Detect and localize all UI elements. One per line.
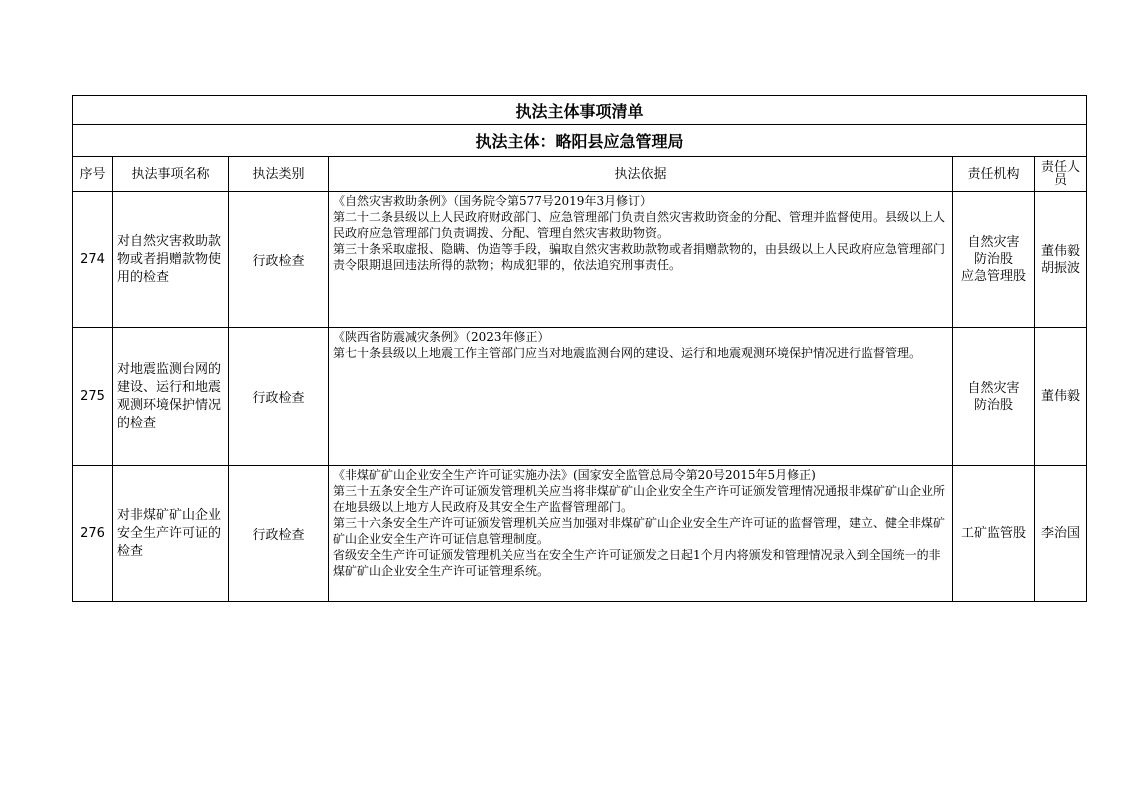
enforcement-items-table [72,95,1087,602]
header-person [1035,157,1087,192]
table-subtitle: 执法主体：略阳县应急管理局 [73,125,1087,157]
table-row [73,466,1087,602]
item-type: 行政检查 [229,192,329,328]
item-basis [329,328,953,466]
item-name: 对自然灾害救助款物或者捐赠款物使用的检查 [113,192,229,328]
header-num: 序号 [73,157,113,192]
responsible-person [1035,328,1087,466]
basis-line: 第七十条县级以上地震工作主管部门应当对地震监测台网的建设、运行和地震观测环境保护情况进行监督管理。 [333,346,922,360]
row-number: 276 [73,466,113,602]
responsible-org [953,328,1035,466]
org-line: 自然灾害 [967,235,1020,250]
org-line: 自然灾害 [967,380,1020,396]
basis-line: 第三十条采取虚报、隐瞒、伪造等手段，骗取自然灾害救助款物或者捐赠款物的，由县级以上人民政府应急管理部门责令限期退回违法所得的款物；构成犯罪的，依法追究刑事责任。 [333,242,946,272]
table-row [73,328,1087,466]
header-basis: 执法依据 [329,157,953,192]
org-line: 防治股 [973,252,1013,267]
basis-line: 第三十五条安全生产许可证颁发管理机关应当将非煤矿矿山企业安全生产许可证颁发管理情况通报非煤矿矿山企业所在地县级以上地方人民政府及其安全生产监督管理部门。 [333,484,946,514]
item-name: 对非煤矿矿山企业安全生产许可证的检查 [113,466,229,602]
responsible-org [953,466,1035,602]
responsible-org [953,192,1035,328]
org-line: 工矿监管股 [960,526,1026,541]
header-name: 执法事项名称 [113,157,229,192]
org-line: 应急管理股 [960,269,1026,284]
table-title: 执法主体事项清单 [73,96,1087,125]
responsible-person [1035,466,1087,602]
basis-line: 第二十二条县级以上人民政府财政部门、应急管理部门负责自然灾害救助资金的分配、管理并监督使用。县级以上人民政府应急管理部门负责调拨、分配、管理自然灾害救助物资。 [333,210,946,240]
basis-line: 《非煤矿矿山企业安全生产许可证实施办法》(国家安全监管总局令第20号2015年5月修正) [333,468,816,482]
row-number: 275 [73,328,113,466]
person-name: 胡振波 [1041,260,1081,276]
item-type: 行政检查 [229,328,329,466]
header-person-line2: 员 [1054,173,1068,188]
person-name: 李治国 [1041,526,1081,541]
person-name: 董伟毅 [1041,243,1081,259]
basis-line: 省级安全生产许可证颁发管理机关应当在安全生产许可证颁发之日起1个月内将颁发和管理情况录入到全国统一的非煤矿矿山企业安全生产许可证管理系统。 [333,548,941,578]
header-org: 责任机构 [953,157,1035,192]
basis-line: 《陕西省防震减灾条例》（2023年修正） [333,330,550,344]
table-row [73,192,1087,328]
basis-line: 第三十六条安全生产许可证颁发管理机关应当加强对非煤矿矿山企业安全生产许可证的监督管理，建立、健全非煤矿矿山企业安全生产许可证信息管理制度。 [333,516,946,546]
org-line: 防治股 [973,397,1013,413]
header-type: 执法类别 [229,157,329,192]
item-type: 行政检查 [229,466,329,602]
basis-line: 《自然灾害救助条例》（国务院令第577号2019年3月修订） [333,194,653,208]
person-name: 董伟毅 [1041,389,1081,404]
item-name: 对地震监测台网的建设、运行和地震观测环境保护情况的检查 [113,328,229,466]
item-basis [329,192,953,328]
header-person-line1: 责任人 [1041,160,1081,175]
header-row [73,157,1087,192]
item-basis [329,466,953,602]
responsible-person [1035,192,1087,328]
row-number: 274 [73,192,113,328]
